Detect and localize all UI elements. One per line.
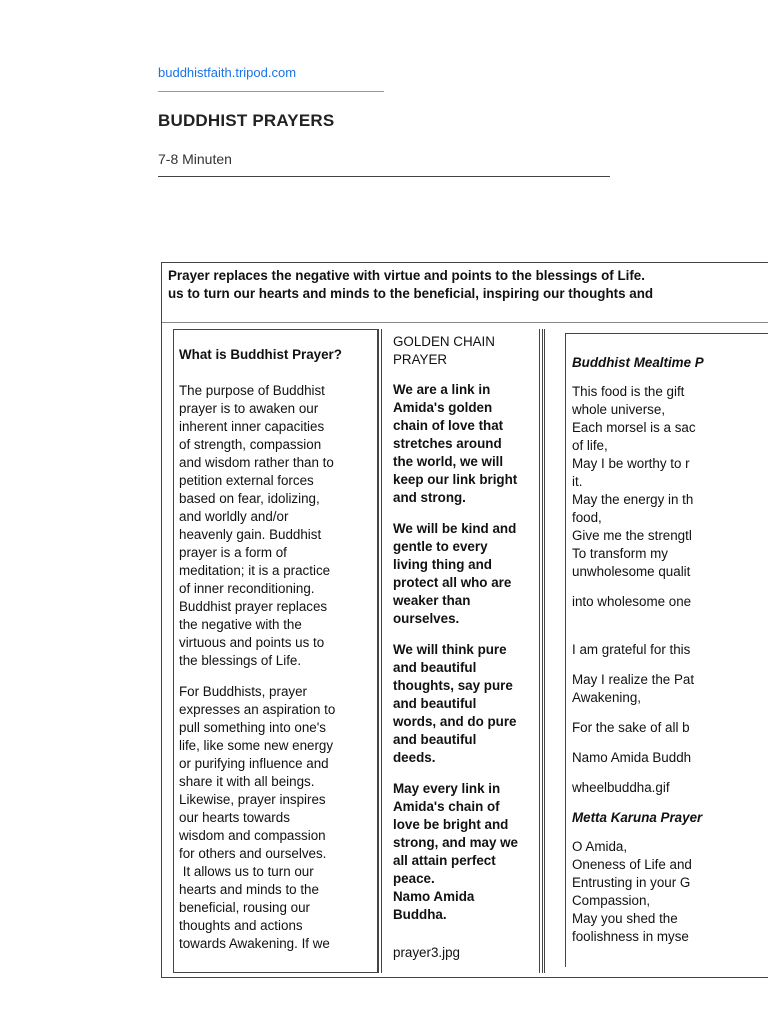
text-line: towards Awakening. If we [179,936,330,951]
text-line: The purpose of Buddhist [179,383,325,398]
text-line: keep our link bright [393,472,518,487]
text-line: living thing and [393,557,492,572]
text-line: ourselves. [393,611,460,626]
text-line: Amida's golden [393,400,493,415]
text-line: whole universe, [572,402,666,417]
column-heading [393,333,534,369]
column-content [565,333,768,967]
text-line: Amida's chain of [393,799,500,814]
intro-text [168,267,768,303]
text-line: or purifying influence and [179,756,329,771]
text-line: the world, we will [393,454,504,469]
text-line: Give me the strengtl [572,528,692,543]
text-line: protect all who are [393,575,512,590]
text-line: stretches around [393,436,502,451]
text-line: meditation; it is a practice [179,563,331,578]
text-line: We are a link in [393,382,491,397]
text-line: prayer is to awaken our [179,401,319,416]
image-filename: prayer3.jpg [393,945,460,960]
read-time: 7-8 Minuten [158,151,232,167]
row-divider [162,322,768,323]
text-line: love be bright and [393,817,509,832]
text-line: GOLDEN CHAIN [393,334,495,349]
text-line: thoughts and actions [179,918,303,933]
verse [572,383,768,581]
text-line: peace. [393,871,435,886]
column-content [381,329,540,973]
text-line: We will think pure [393,642,507,657]
text-line: and strong. [393,490,466,505]
column-heading: What is Buddhist Prayer? [179,347,342,362]
text-line: and worldly and/or [179,509,289,524]
text-line: It allows us to turn our [179,864,314,879]
text-line: Oneness of Life and [572,857,692,872]
text-line: our hearts towards [179,810,290,825]
text-line: and beautiful [393,732,477,747]
text-line: Awakening, [572,690,641,705]
text-line: O Amida, [572,839,628,854]
text-line: chain of love that [393,418,504,433]
text-line: heavenly gain. Buddhist [179,527,322,542]
divider [158,176,610,177]
intro-line: us to turn our hearts and minds to the beneficial, inspiring our thoughts and [168,286,654,301]
text-line: Likewise, prayer inspires [179,792,326,807]
text-line: strong, and may we [393,835,519,850]
verse-line: into wholesome one [572,594,692,609]
text-line: This food is the gift [572,384,685,399]
text-line: Buddha. [393,907,447,922]
text-line: and wisdom rather than to [179,455,334,470]
text-line: all attain perfect [393,853,496,868]
text-line: pull something into one's [179,720,326,735]
stanza [393,381,534,507]
intro-line: Prayer replaces the negative with virtue and points to the blessings of Life. [168,268,645,283]
verse [572,671,768,707]
stanza [393,780,534,924]
page-title: BUDDHIST PRAYERS [158,111,335,130]
text-line: foolishness in myse [572,929,689,944]
verse [572,838,768,946]
text-line: May I be worthy to r [572,456,690,471]
stanza [393,520,534,628]
text-line: May the energy in th [572,492,694,507]
text-line: virtuous and points us to [179,635,325,650]
mealtime-prayer-column [544,329,768,973]
text-line: for others and ourselves. [179,846,327,861]
text-line: Entrusting in your G [572,875,691,890]
text-line: food, [572,510,602,525]
stanza [393,641,534,767]
text-line: thoughts, say pure [393,678,513,693]
column-heading: Buddhist Mealtime P [572,355,704,370]
text-line: For Buddhists, prayer [179,684,308,699]
text-line: based on fear, idolizing, [179,491,320,506]
paragraph [179,683,372,953]
text-line: words, and do pure [393,714,517,729]
verse-line: Namo Amida Buddh [572,750,692,765]
text-line: expresses an aspiration to [179,702,336,717]
text-line: of life, [572,438,608,453]
text-line: We will be kind and [393,521,517,536]
text-line: and beautiful [393,660,477,675]
text-line: and beautiful [393,696,477,711]
text-line: inherent inner capacities [179,419,325,434]
paragraph [179,382,372,670]
column-heading: Metta Karuna Prayer [572,810,703,825]
golden-chain-column [378,329,543,973]
text-line: gentle to every [393,539,488,554]
text-line: of inner reconditioning. [179,581,315,596]
text-line: prayer is a form of [179,545,287,560]
text-line: of strength, compassion [179,437,322,452]
text-line: Each morsel is a sac [572,420,696,435]
text-line: share it with all beings. [179,774,315,789]
text-line: beneficial, rousing our [179,900,311,915]
text-line: Namo Amida [393,889,475,904]
divider [158,91,384,92]
text-line: petition external forces [179,473,314,488]
text-line: Buddhist prayer replaces [179,599,328,614]
text-line: May I realize the Pat [572,672,695,687]
source-link[interactable]: buddhistfaith.tripod.com [158,65,297,80]
what-is-prayer-column [173,329,378,973]
text-line: the blessings of Life. [179,653,302,668]
text-line: wisdom and compassion [179,828,326,843]
text-line: Compassion, [572,893,651,908]
text-line: PRAYER [393,352,448,367]
text-line: deeds. [393,750,436,765]
text-line: weaker than [393,593,471,608]
text-line: the negative with the [179,617,302,632]
text-line: life, like some new energy [179,738,334,753]
text-line: To transform my [572,546,668,561]
prayers-table [161,262,768,978]
text-line: May you shed the [572,911,678,926]
verse-line: For the sake of all b [572,720,690,735]
text-line: unwholesome qualit [572,564,691,579]
text-line: it. [572,474,583,489]
verse-line: I am grateful for this [572,642,691,657]
text-line: hearts and minds to the [179,882,319,897]
text-line: May every link in [393,781,501,796]
image-filename: wheelbuddha.gif [572,780,670,795]
